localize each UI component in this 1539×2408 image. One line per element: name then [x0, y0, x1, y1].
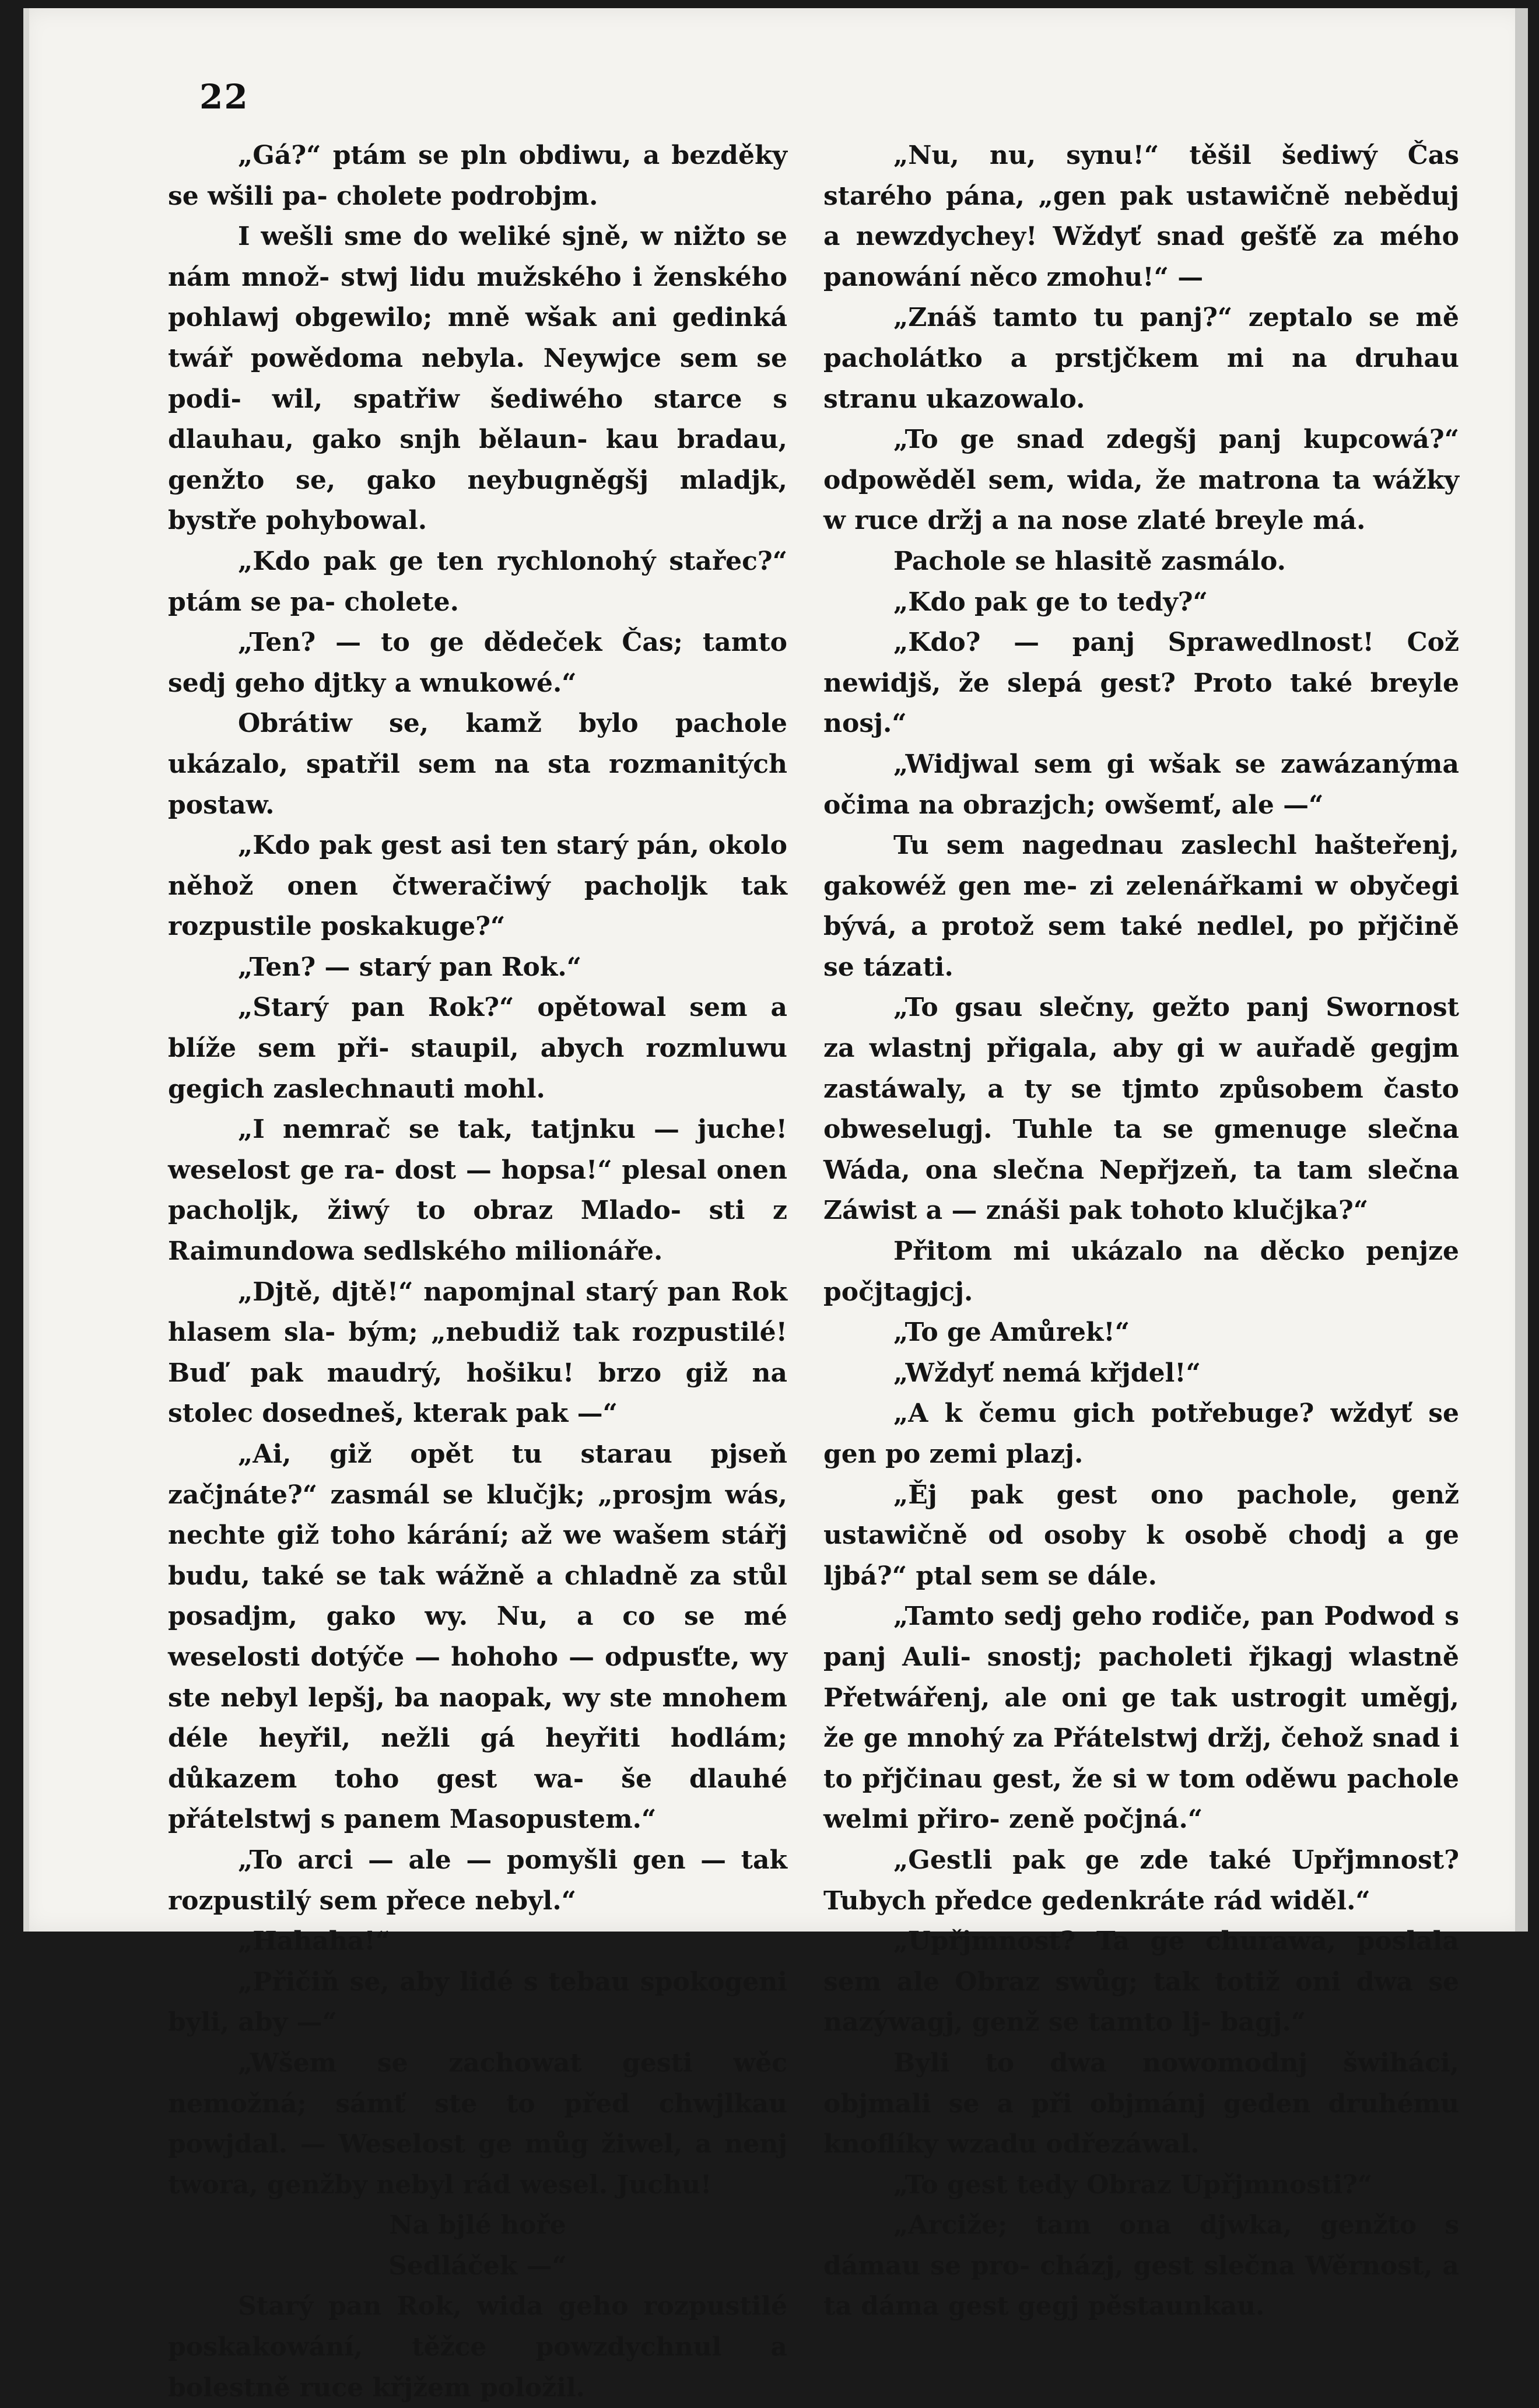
- paragraph: „Přičiň se, aby lidé s tebau spokogeni byli, aby —“: [168, 1967, 787, 2038]
- paragraph: Sedláček —“: [388, 2251, 567, 2281]
- page-number: 22: [199, 77, 249, 117]
- paragraph: „Starý pan Rok?“ opětowal sem a blíže sem při- staupil, abych rozmluwu gegich zaslechnauti mohl.: [168, 993, 787, 1104]
- paragraph: „Djtě, djtě!“ napomjnal starý pan Rok hlasem sla- bým; „nebudiž tak rozpustilé! Buď pak maudrý, hošiku! brzo giž na stolec dosedneš, kterak pak —“: [168, 1277, 787, 1429]
- paragraph: „Widjwal sem gi wšak se zawázanýma očima na obrazjch; owšemť, ale —“: [823, 749, 1459, 820]
- paragraph: „A k čemu gich potřebuge? wždyť se gen po zemi plazj.: [823, 1398, 1459, 1469]
- paragraph: Přitom mi ukázalo na děcko penjze počjtagjcj.: [823, 1236, 1459, 1307]
- paragraph: „Kdo? — panj Sprawedlnost! Což newidjš, že slepá gest? Proto také breyle nosj.“: [823, 628, 1459, 739]
- book-page: [23, 8, 1528, 2403]
- paragraph: Pachole se hlasitě zasmálo.: [893, 546, 1286, 576]
- paragraph: „Kdo pak ge to tedy?“: [893, 587, 1208, 617]
- paragraph: Na bjlé hoře: [389, 2210, 566, 2241]
- paragraph: Starý pan Rok, wida geho rozpustilé poskakowání, těžce powzdychnul a bolestně ruce křjžem položil.: [168, 2291, 787, 2403]
- right-text-column: [823, 135, 1459, 2327]
- paragraph: „To arci — ale — pomyšli gen — tak rozpustilý sem přece nebyl.“: [168, 1845, 787, 1916]
- paragraph: „To gsau slečny, gežto panj Swornost za wlastnj přigala, aby gi w auřadě gegjm zastáwaly, a ty se tjmto způsobem často obweselugj. Tuhle ta se gmenuge slečna Wáda, ona slečna Nepřjzeň, ta tam slečna Záwist a — znáši pak tohoto klučjka?“: [823, 993, 1459, 1226]
- paragraph: „Hahaha!“: [238, 1926, 391, 1957]
- paragraph: „Nu, nu, synu!“ těšil šediwý Čas starého pána, „gen pak ustawičně neběduj a newzdychey! Wždyť snad gešťě za mého panowání něco zmohu!“ —: [823, 141, 1459, 292]
- paragraph: „Ten? — to ge dědeček Čas; tamto sedj geho djtky a wnukowé.“: [168, 628, 787, 698]
- paragraph: „Arciže; tam ona djwka, genžto s dámau se pro- cházj, gest slečna Wěrnost, a ta dáma gest gegj pěstaunkau.: [823, 2210, 1459, 2322]
- paragraph: „To ge snad zdegšj panj kupcowá?“ odpowěděl sem, wida, že matrona ta wážky w ruce držj a na nose zlaté breyle má.: [823, 425, 1459, 536]
- paragraph: „Kdo pak gest asi ten starý pán, okolo něhož onen čtweračiwý pacholjk tak rozpustile poskakuge?“: [168, 830, 787, 942]
- paragraph: „Upřjmnost? Ta ge churawa, poslala sem ale Obraz swůg; tak totiž oni dwa se nazýwagj, genž se tamto lj- bagj.“: [823, 1926, 1459, 2038]
- paragraph: „Kdo pak ge ten rychlonohý stařec?“ ptám se pa- cholete.: [168, 546, 787, 617]
- paragraph: „Ai, giž opět tu starau pjseň začjnáte?“ zasmál se klučjk; „prosjm wás, nechte giž toho kárání; až we wašem stářj budu, také se tak wážně a chladně za stůl posadjm, gako wy. Nu, a co se mé weselosti dotýče — hohoho — odpusťte, wy ste nebyl lepšj, ba naopak, wy ste mnohem déle heyřil, nežli gá heyřiti hodlám; důkazem toho gest wa- še dlauhé přátelstwj s panem Masopustem.“: [168, 1439, 787, 1835]
- paragraph: „Wšem se zachowat gesti wěc nemožná; sámť ste to před chwjlkau powjdal. — Weselost ge můg žiwel, a nenj twora, genžby nebyl rád wesel. Juchu!: [168, 2048, 787, 2200]
- paragraph: „Wždyť nemá křjdel!“: [893, 1358, 1201, 1388]
- paragraph: „Ten? — starý pan Rok.“: [238, 952, 582, 982]
- paragraph: „To gest tedy Obraz Upřjmnosti?“: [893, 2169, 1373, 2200]
- paragraph: „Gá?“ ptám se pln obdiwu, a bezděky se wšili pa- cholete podrobjm.: [168, 141, 787, 211]
- paragraph: „Gestli pak ge zde také Upřjmnost? Tubych předce gedenkráte rád widěl.“: [823, 1845, 1459, 1916]
- paragraph: „I nemrač se tak, tatjnku — juche! weselost ge ra- dost — hopsa!“ plesal onen pacholjk, žiwý to obraz Mlado- sti z Raimundowa sedlského milionáře.: [168, 1114, 787, 1267]
- paragraph: „Ěj pak gest ono pachole, genž ustawičně od osoby k osobě chodj a ge ljbá?“ ptal sem se dále.: [823, 1480, 1459, 1591]
- left-text-column: [168, 135, 787, 2408]
- paragraph: „Tamto sedj geho rodiče, pan Podwod s panj Auli- snostj; pacholeti řjkagj wlastně Přetwářenj, ale oni ge tak ustrogit uměgj, že ge mnohý za Přátelstwj držj, čehož snad i to přjčinau gest, že si w tom oděwu pachole welmi přiro- zeně počjná.“: [823, 1601, 1459, 1835]
- paragraph: Obrátiw se, kamž bylo pachole ukázalo, spatřil sem na sta rozmanitých postaw.: [168, 709, 787, 820]
- page-right-edge: [1515, 8, 1528, 1932]
- paragraph: I wešli sme do weliké sjně, w nižto se nám množ- stwj lidu mužského i ženského pohlawj obgewilo; mně wšak ani gedinká twář powědoma nebyla. Neywjce sem se podi- wil, spatřiw šediwého starce s dlauhau, gako snjh bělaun- kau bradau, genžto se, gako neybugněgšj mladjk, bystře pohybowal.: [168, 222, 787, 536]
- paragraph: „To ge Amůrek!“: [893, 1317, 1130, 1348]
- paragraph: Tu sem nagednau zaslechl hašteřenj, gakowéž gen me- zi zelenářkami w obyčegi bývá, a protož sem také nedlel, po přjčině se tázati.: [823, 830, 1459, 982]
- paragraph: Byli to dwa nowomodnj šwiháci, objmali se a při objmánj geden druhému knoflíky wzadu odřezáwal.: [823, 2048, 1459, 2160]
- page-left-edge: [23, 8, 29, 1932]
- paragraph: „Znáš tamto tu panj?“ zeptalo se mě pacholátko a prstjčkem mi na druhau stranu ukazowalo.: [823, 303, 1459, 414]
